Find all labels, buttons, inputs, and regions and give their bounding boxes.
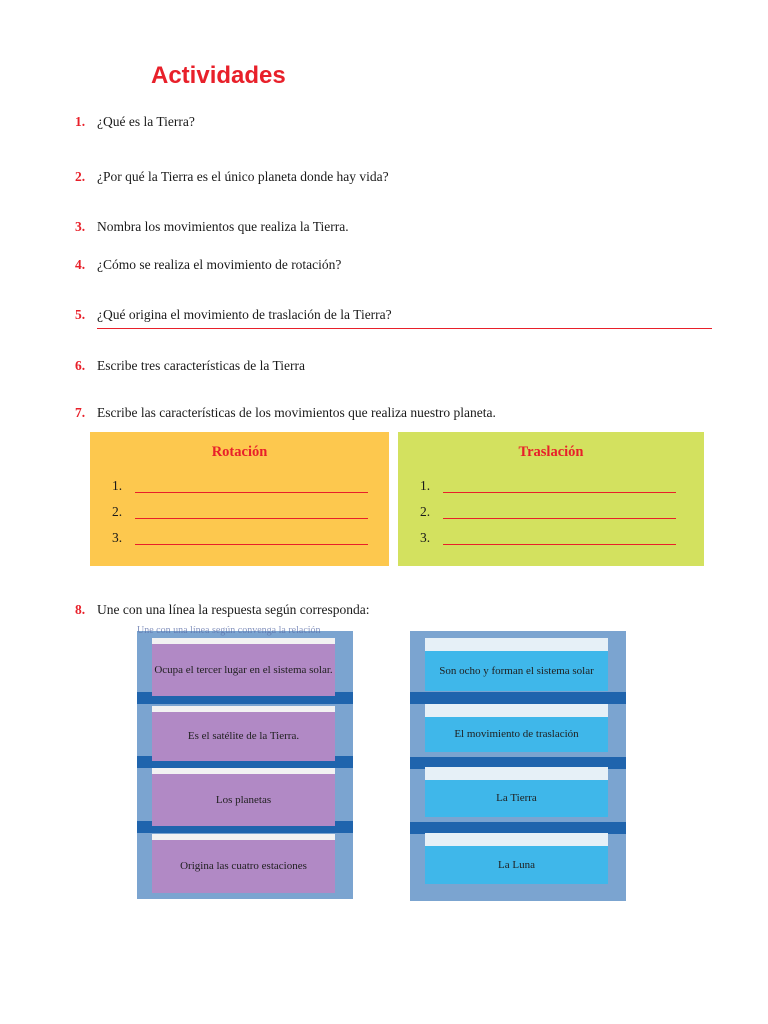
match-left-panel — [137, 625, 353, 899]
answer-line[interactable] — [443, 492, 676, 493]
rotacion-item: 1. — [112, 478, 122, 494]
question-8 — [75, 602, 370, 618]
match-right-item[interactable]: Son ocho y forman el sistema solar — [425, 638, 608, 691]
match-right-panel — [410, 631, 626, 901]
question-4 — [75, 257, 341, 273]
question-number: 4. — [75, 257, 86, 272]
answer-line[interactable] — [443, 544, 676, 545]
match-left-item[interactable]: Ocupa el tercer lugar en el sistema solar. — [152, 638, 335, 696]
match-left-item[interactable]: Los planetas — [152, 768, 335, 826]
question-number: 7. — [75, 405, 86, 420]
question-3 — [75, 219, 349, 235]
question-text: ¿Qué es la Tierra? — [97, 114, 195, 129]
rotacion-item: 3. — [112, 530, 122, 546]
match-right-item[interactable]: La Tierra — [425, 767, 608, 817]
traslacion-item: 3. — [420, 530, 430, 546]
rotacion-item: 2. — [112, 504, 122, 520]
answer-line[interactable] — [135, 518, 368, 519]
rotacion-card — [90, 432, 389, 566]
answer-line[interactable] — [135, 492, 368, 493]
page-title: Actividades — [151, 62, 286, 89]
match-left-item[interactable]: Origina las cuatro estaciones — [152, 834, 335, 893]
question-number: 8. — [75, 602, 86, 617]
question-6 — [75, 358, 305, 374]
question-number: 1. — [75, 114, 86, 129]
answer-underline — [97, 328, 712, 329]
traslacion-card — [398, 432, 704, 566]
answer-line[interactable] — [443, 518, 676, 519]
match-left-item[interactable]: Es el satélite de la Tierra. — [152, 706, 335, 761]
question-text: ¿Qué origina el movimiento de traslación de la Tierra? — [97, 307, 392, 322]
question-7 — [75, 405, 496, 421]
question-1 — [75, 114, 195, 130]
question-number: 3. — [75, 219, 86, 234]
question-text: Une con una línea la respuesta según corresponda: — [97, 602, 370, 617]
question-2 — [75, 169, 389, 185]
question-number: 6. — [75, 358, 86, 373]
question-text: ¿Por qué la Tierra es el único planeta donde hay vida? — [97, 169, 389, 184]
question-text: Nombra los movimientos que realiza la Tierra. — [97, 219, 349, 234]
rotacion-title: Rotación — [211, 444, 268, 460]
question-text: Escribe tres características de la Tierra — [97, 358, 306, 373]
question-number: 5. — [75, 307, 86, 322]
traslacion-title: Traslación — [518, 444, 584, 460]
question-text: Escribe las características de los movimientos que realiza nuestro planeta. — [97, 405, 496, 420]
traslacion-item: 1. — [420, 478, 430, 494]
match-right-item[interactable]: La Luna — [425, 833, 608, 884]
traslacion-item: 2. — [420, 504, 430, 520]
match-right-item[interactable]: El movimiento de traslación — [425, 704, 608, 752]
band — [410, 692, 626, 704]
question-text: ¿Cómo se realiza el movimiento de rotación? — [97, 257, 342, 272]
faded-caption: Une con una línea según convenga la relación — [137, 625, 321, 636]
answer-line[interactable] — [135, 544, 368, 545]
question-5 — [75, 307, 392, 323]
question-number: 2. — [75, 169, 86, 184]
